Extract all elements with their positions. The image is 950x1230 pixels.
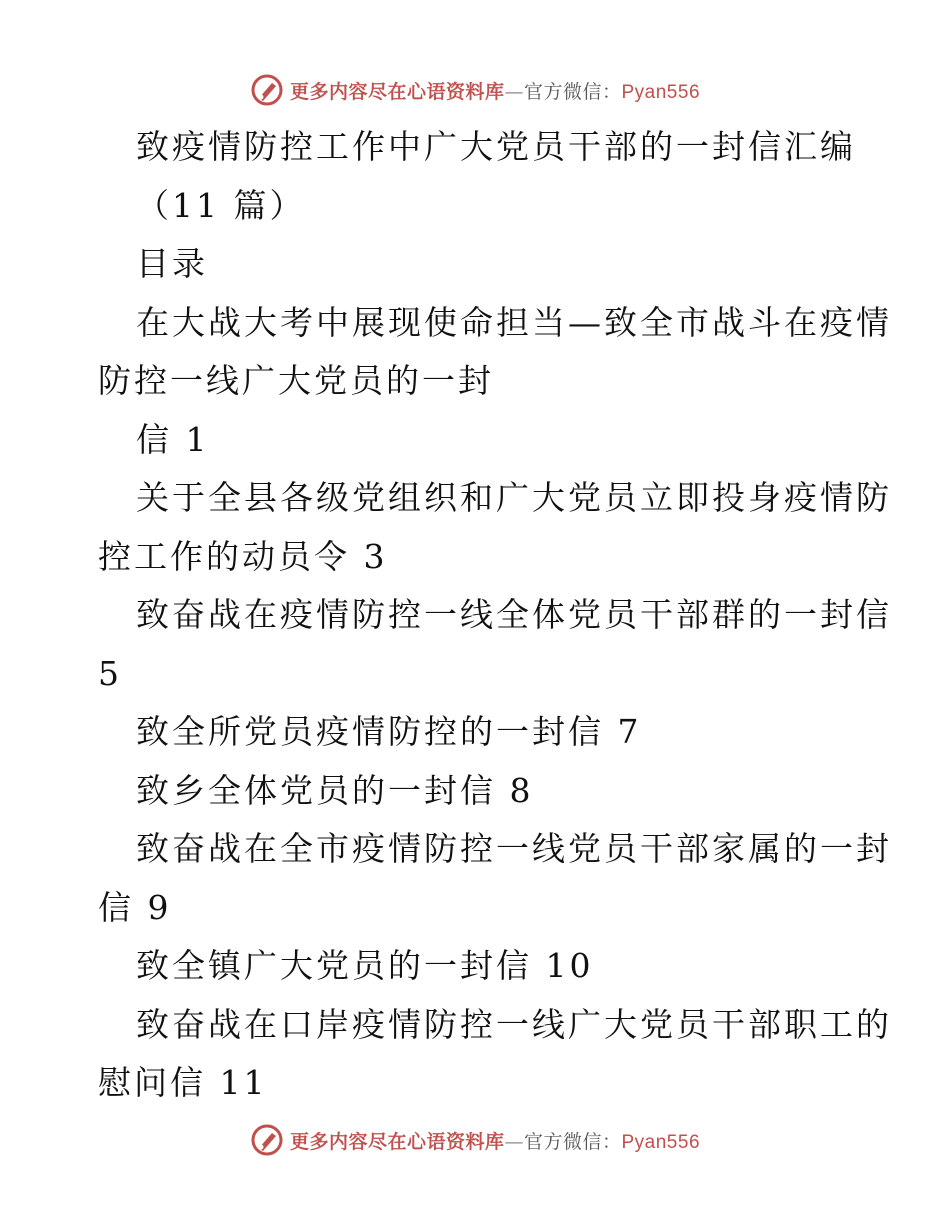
toc-line: 致奋战在疫情防控一线全体党员干部群的一封信 — [136, 595, 892, 634]
footer-watermark — [0, 1120, 950, 1160]
toc-line: 在大战大考中展现使命担当—致全市战斗在疫情 — [136, 302, 892, 342]
toc-line: 防控一线广大党员的一封 — [98, 361, 494, 400]
banner-wechat-handle: Pyan556 — [621, 1131, 701, 1153]
toc-line: 5 — [98, 653, 122, 693]
pen-logo-icon — [250, 1123, 284, 1157]
banner-wechat-handle: Pyan556 — [621, 81, 701, 103]
toc-line: 信 9 — [98, 887, 172, 927]
toc-line: 关于全县各级党组织和广大党员立即投身疫情防 — [136, 478, 892, 517]
document-title-line-2: （11 篇） — [136, 185, 306, 225]
pen-logo-icon — [250, 73, 284, 107]
toc-line: 致奋战在口岸疫情防控一线广大党员干部职工的 — [136, 1004, 892, 1044]
toc-line: 控工作的动员令 3 — [98, 536, 388, 576]
toc-line: 致全镇广大党员的一封信 10 — [136, 946, 594, 985]
toc-line: 致全所党员疫情防控的一封信 7 — [136, 712, 642, 751]
banner-main-text: 更多内容尽在心语资料库 — [289, 80, 505, 103]
document-body — [98, 118, 892, 1113]
toc-line: 慰问信 11 — [98, 1063, 268, 1102]
banner-main-text: 更多内容尽在心语资料库 — [289, 1130, 505, 1153]
banner-wechat-label: 官方微信： — [523, 1130, 622, 1153]
toc-line: 致奋战在全市疫情防控一线党员干部家属的一封 — [136, 829, 892, 868]
header-watermark — [0, 70, 950, 110]
toc-heading: 目录 — [136, 244, 208, 283]
toc-line: 信 1 — [136, 419, 210, 459]
document-title-line-1: 致疫情防控工作中广大党员干部的一封信汇编 — [136, 127, 856, 166]
banner-separator: — — [504, 80, 524, 103]
banner-separator: — — [504, 1130, 524, 1153]
toc-line: 致乡全体党员的一封信 8 — [136, 770, 534, 810]
banner-wechat-label: 官方微信： — [523, 80, 622, 103]
